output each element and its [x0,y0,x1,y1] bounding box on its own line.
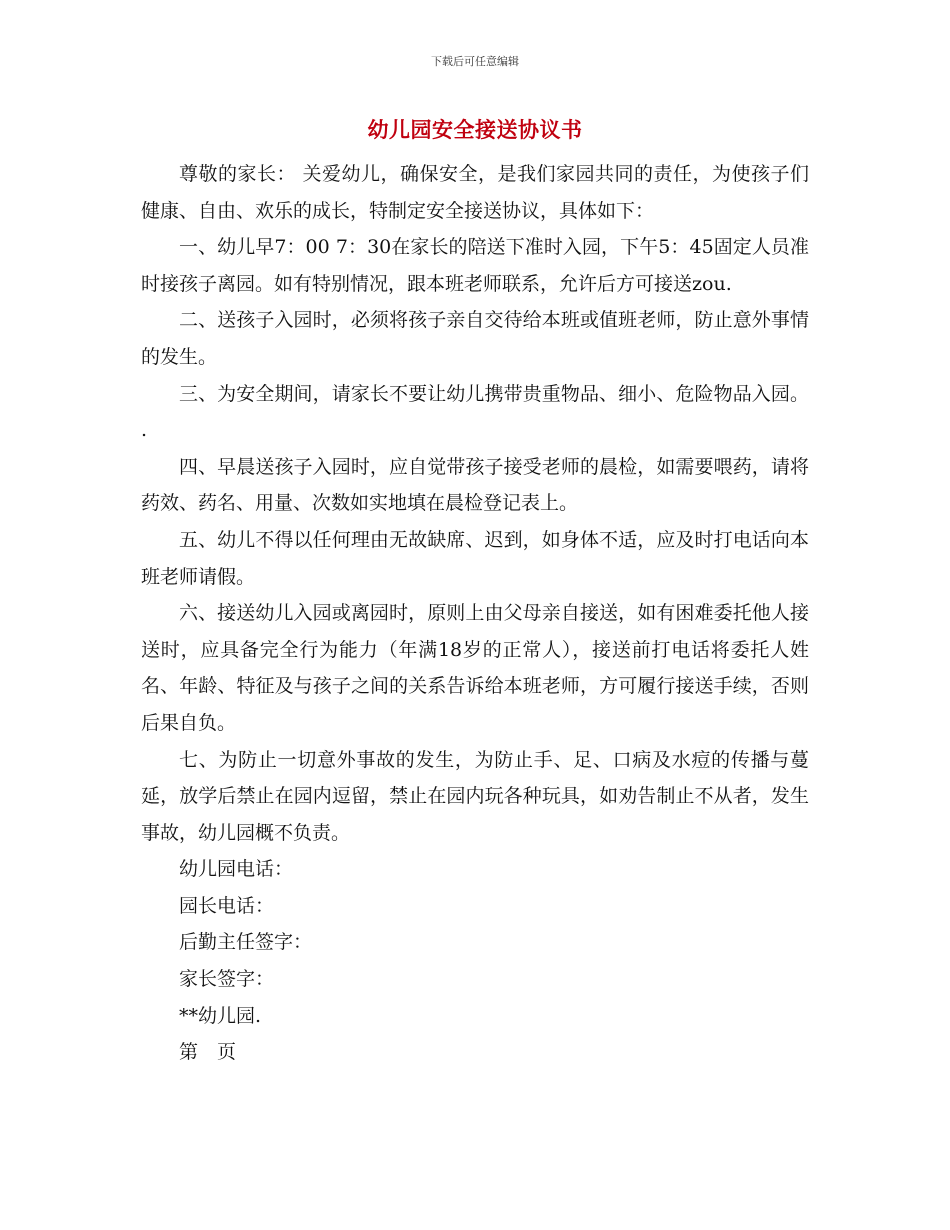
intro-paragraph: 尊敬的家长： 关爱幼儿，确保安全，是我们家园共同的责任，为使孩子们健康、自由、欢乐的成长，特制定安全接送协议，具体如下： [141,163,809,222]
parent-signature-line: 家长签字： [179,968,275,991]
clause-7: 七、为防止一切意外事故的发生，为防止手、足、口病及水痘的传播与蔓延，放学后禁止在园内逗留，禁止在园内玩各种玩具，如劝告制止不从者，发生事故，幼儿园概不负责。 [141,748,809,844]
header-note: 下载后可任意编辑 [431,55,519,68]
clause-3: 三、为安全期间，请家长不要让幼儿携带贵重物品、细小、危险物品入园。 . [141,382,809,442]
document-body [141,156,809,1071]
clause-4: 四、早晨送孩子入园时，应自觉带孩子接受老师的晨检，如需要喂药，请将药效、药名、用量、次数如实地填在晨检登记表上。 [141,455,809,515]
kindergarten-phone-line: 幼儿园电话： [179,858,294,881]
document-title: 幼儿园安全接送协议书 [367,118,583,142]
page-number-label: 第 页 [179,1041,237,1064]
clause-6: 六、接送幼儿入园或离园时，原则上由父母亲自接送，如有困难委托他人接送时，应具备完全行为能力（年满18岁的正常人），接送前打电话将委托人姓名、年龄、特征及与孩子之间的关系告诉给本班老师，方可履行接送手续，否则后果自负。 [141,602,809,734]
clause-5: 五、幼儿不得以任何理由无故缺席、迟到，如身体不适，应及时打电话向本班老师请假。 [141,528,809,588]
clause-1: 一、幼儿早7：00 7：30在家长的陪送下准时入园，下午5：45固定人员准时接孩子离园。如有特别情况，跟本班老师联系，允许后方可接送zou. [141,236,809,295]
kindergarten-name-line: **幼儿园. [179,1004,262,1027]
director-phone-line: 园长电话： [179,894,275,917]
clause-2: 二、送孩子入园时，必须将孩子亲自交待给本班或值班老师，防止意外事情的发生。 [141,309,809,368]
logistics-signature-line: 后勤主任签字： [179,931,313,954]
